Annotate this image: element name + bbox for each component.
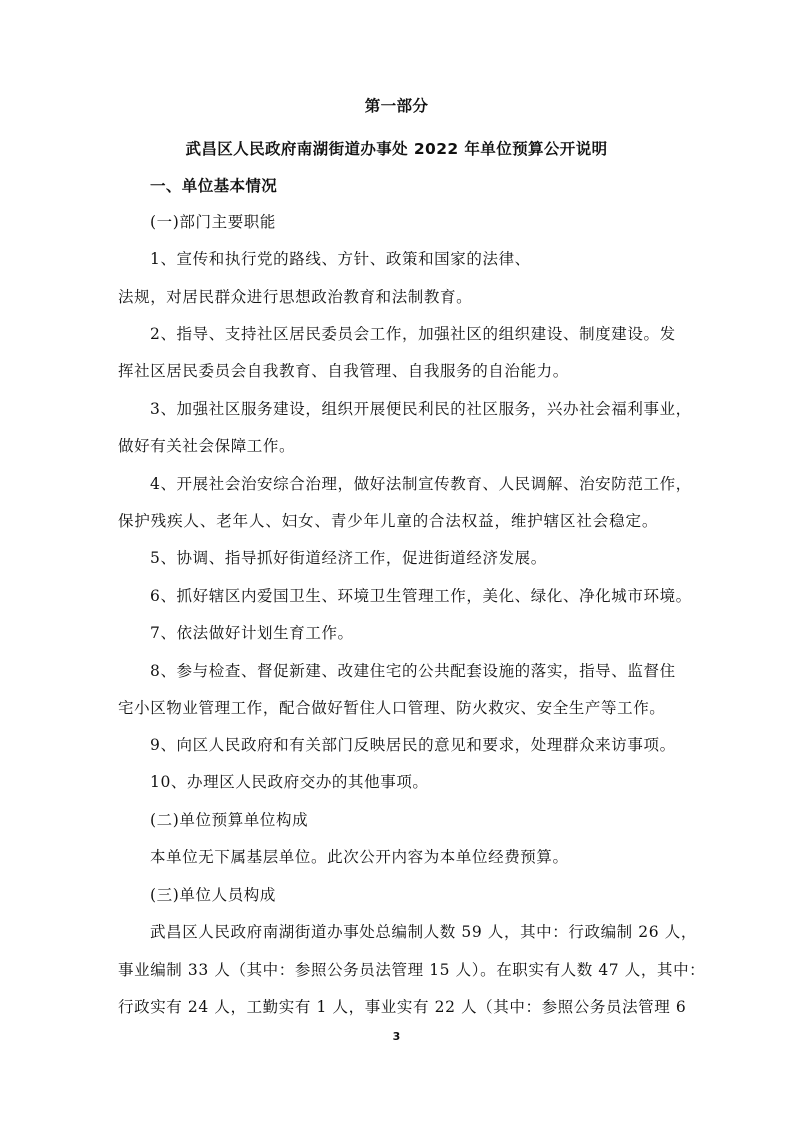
duty-line: 1、宣传和执行党的路线、方针、政策和国家的法律、 xyxy=(150,250,531,268)
duty-line: 6、抓好辖区内爱国卫生、环境卫生管理工作，美化、绿化、净化城市环境。 xyxy=(150,587,692,605)
duty-line: 法规，对居民群众进行思想政治教育和法制教育。 xyxy=(118,288,473,306)
staff-line: 武昌区人民政府南湖街道办事处总编制人数 59 人，其中：行政编制 26 人， xyxy=(150,923,697,941)
duty-line: 7、依法做好计划生育工作。 xyxy=(150,624,354,642)
duty-line: 保护残疾人、老年人、妇女、青少年儿童的合法权益，维护辖区社会稳定。 xyxy=(118,512,658,530)
subsection-heading-main-duties: (一)部门主要职能 xyxy=(150,213,276,231)
page-number: 3 xyxy=(392,1030,401,1043)
document-title: 武昌区人民政府南湖街道办事处 2022 年单位预算公开说明 xyxy=(185,140,608,158)
staff-line: 行政实有 24 人，工勤实有 1 人，事业实有 22 人（其中：参照公务员法管理 6 xyxy=(118,998,687,1016)
duty-line: 5、协调、指导抓好街道经济工作，促进街道经济发展。 xyxy=(150,549,547,567)
duty-line: 挥社区居民委员会自我教育、自我管理、自我服务的自治能力。 xyxy=(118,362,569,380)
duty-line: 9、向区人民政府和有关部门反映居民的意见和要求，处理群众来访事项。 xyxy=(150,736,676,754)
subsection-heading-staff: (三)单位人员构成 xyxy=(150,886,276,904)
duty-line: 10、办理区人民政府交办的其他事项。 xyxy=(150,773,429,791)
duty-line: 宅小区物业管理工作，配合做好暂住人口管理、防火救灾、安全生产等工作。 xyxy=(118,699,666,717)
budget-units-text: 本单位无下属基层单位。此次公开内容为本单位经费预算。 xyxy=(150,848,569,866)
duty-line: 做好有关社会保障工作。 xyxy=(118,437,296,455)
duty-line: 3、加强社区服务建设，组织开展便民利民的社区服务，兴办社会福利事业， xyxy=(150,400,692,418)
section-heading-basic-info: 一、单位基本情况 xyxy=(150,177,278,195)
part-title: 第一部分 xyxy=(364,97,429,115)
duty-line: 4、开展社会治安综合治理，做好法制宣传教育、人民调解、治安防范工作， xyxy=(150,475,692,493)
subsection-heading-budget-units: (二)单位预算单位构成 xyxy=(150,811,309,829)
duty-line: 8、参与检查、督促新建、改建住宅的公共配套设施的落实，指导、监督住 xyxy=(150,662,676,680)
duty-line: 2、指导、支持社区居民委员会工作，加强社区的组织建设、制度建设。发 xyxy=(150,325,676,343)
staff-line: 事业编制 33 人（其中：参照公务员法管理 15 人）。在职实有人数 47 人，其中： xyxy=(118,961,706,979)
